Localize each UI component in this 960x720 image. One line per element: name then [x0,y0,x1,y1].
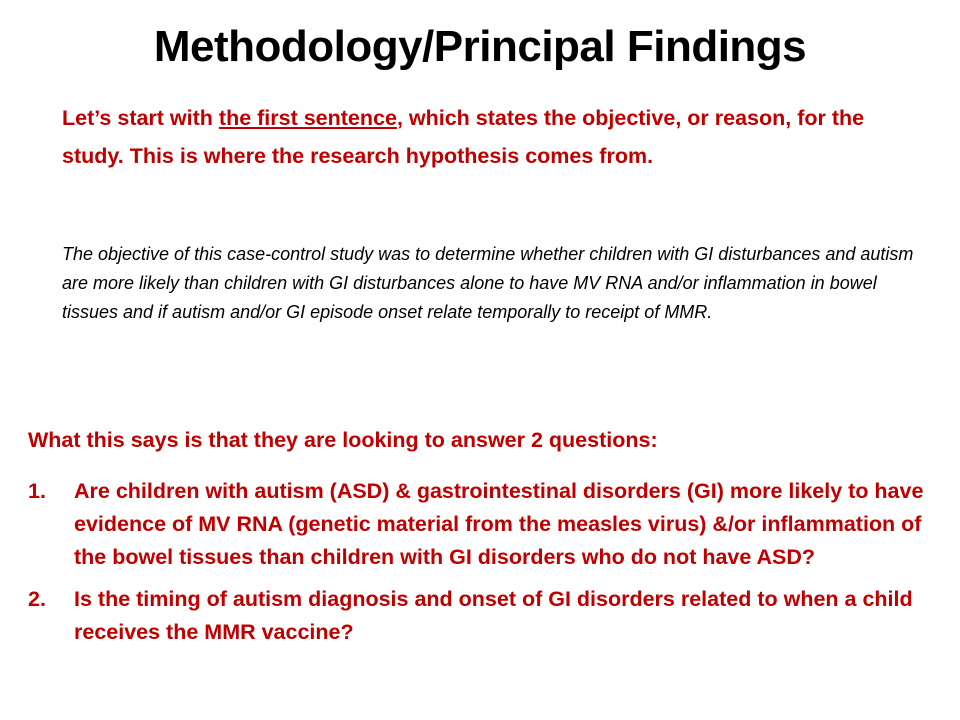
question-text: Are children with autism (ASD) & gastrointestinal disorders (GI) more likely to have evidence of MV RNA (genetic material from the measles virus) &/or inflammation of the bowel tissues than children with GI disorders who do not have ASD? [74,479,924,569]
intro-text-start: Let’s start with [62,106,219,130]
questions-list [28,475,928,658]
question-number: 2. [28,587,46,611]
question-item-2 [28,583,928,649]
intro-underlined-phrase: the first sentence [218,106,397,130]
intro-paragraph [62,99,922,175]
slide-title: Methodology/Principal Findings [153,22,807,71]
objective-quote: The objective of this case-control study was to determine whether children with GI disturbances and autism are more likely than children with GI disturbances alone to have MV RNA and/or inflammation in bowel tissues and if autism and/or GI episode onset relate temporally to receipt of MMR. [62,244,914,322]
question-item-1 [28,475,928,574]
questions-lead: What this says is that they are looking to answer 2 questions: [28,428,658,452]
question-number: 1. [28,479,46,503]
question-text: Is the timing of autism diagnosis and onset of GI disorders related to when a child receives the MMR vaccine? [74,587,913,644]
intro-text-end: , which states the objective, or reason, for the study. This is where the research hypothesis comes from. [62,106,865,168]
